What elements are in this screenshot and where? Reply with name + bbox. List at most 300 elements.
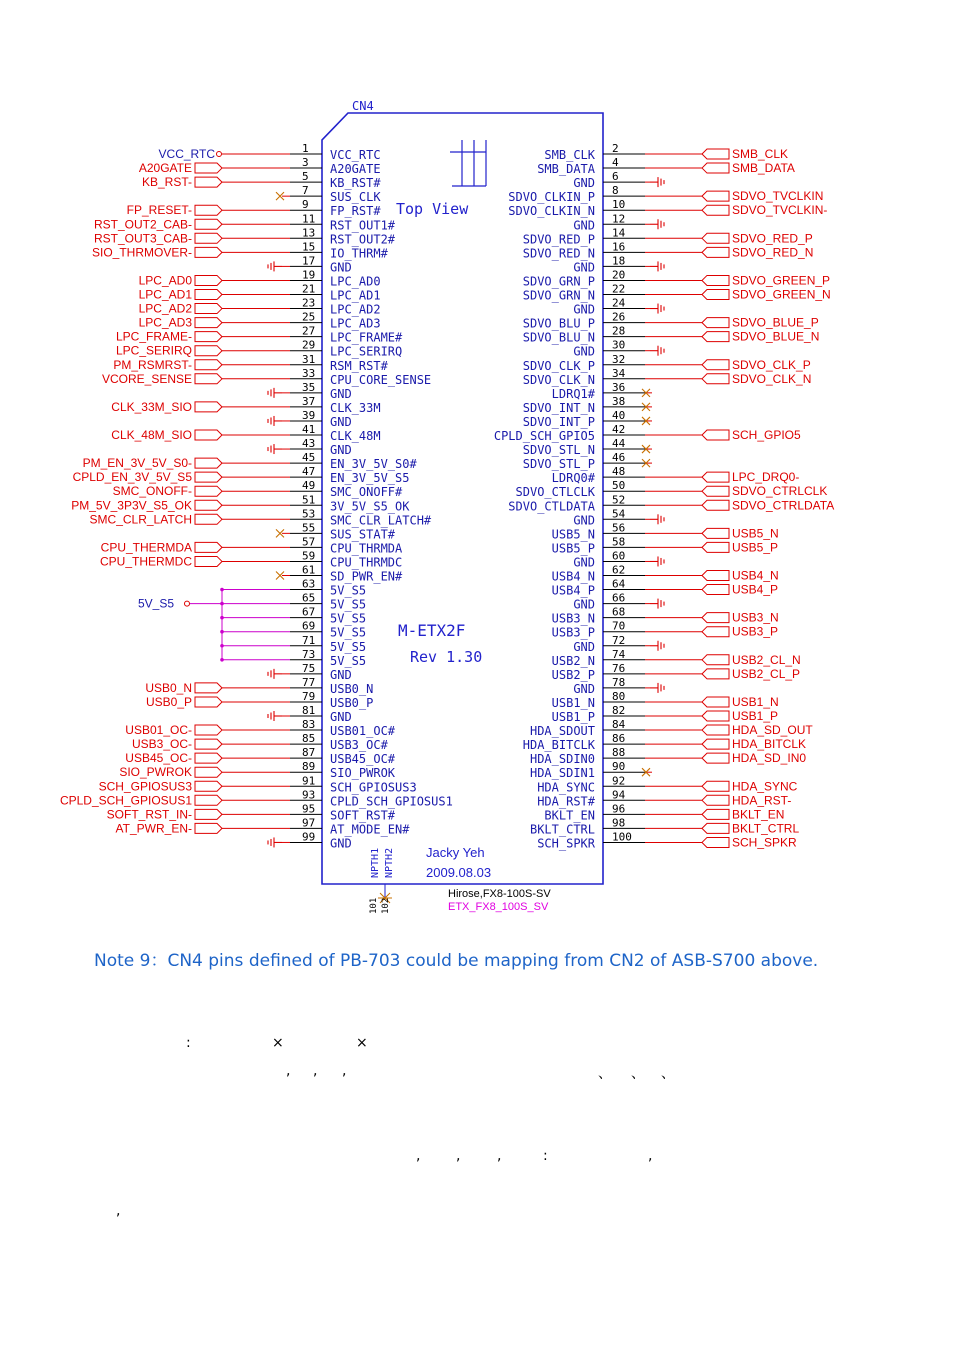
pin-number: 76 — [612, 661, 626, 675]
pin-name: SDVO_CLKIN_N — [508, 204, 595, 219]
pin-name: SDVO_BLU_N — [522, 330, 595, 345]
offpage-port — [702, 571, 729, 581]
offpage-port — [702, 837, 729, 847]
pin-number: 32 — [612, 352, 626, 366]
net-label: LPC_DRQ0- — [732, 470, 800, 485]
pin-name: EN_3V_5V_S0# — [330, 457, 417, 472]
pin-name: GND — [573, 555, 595, 570]
offpage-port — [195, 275, 222, 285]
stray-punctuation-mark: : — [186, 1035, 191, 1051]
pin-number: 67 — [302, 605, 316, 619]
offpage-port — [195, 304, 222, 314]
offpage-port — [195, 486, 222, 496]
pin-name: GND — [573, 681, 595, 696]
offpage-port — [702, 275, 729, 285]
net-label: PM_EN_3V_5V_S0- — [82, 456, 192, 471]
offpage-port — [195, 795, 222, 805]
net-label: USB5_P — [732, 540, 779, 555]
pin-name: GND — [573, 513, 595, 528]
pin-number: 45 — [302, 451, 316, 465]
top-view-label: Top View — [396, 200, 469, 218]
pin-number: 21 — [302, 282, 316, 296]
net-label: SCH_GPIO5 — [732, 428, 801, 442]
net-label: USB3_N — [732, 610, 779, 625]
pin-number: 35 — [302, 380, 316, 394]
net-label: CPLD_EN_3V_5V_S5 — [72, 470, 192, 485]
pin-number: 31 — [302, 352, 316, 366]
pin-name: SDVO_CTLDATA — [508, 499, 595, 514]
offpage-port — [702, 233, 729, 243]
stray-punctuation-mark: × — [356, 1035, 368, 1051]
pin-number: 30 — [612, 338, 626, 352]
net-label: SDVO_BLUE_N — [732, 329, 820, 344]
pin-number: 17 — [302, 254, 316, 268]
offpage-port — [195, 458, 222, 468]
net-label: USB4_N — [732, 568, 779, 583]
pin-number: 48 — [612, 465, 626, 479]
net-label: LPC_AD2 — [138, 301, 192, 316]
pin-number: 83 — [302, 718, 316, 732]
stray-punctuation-mark: 、 — [598, 1066, 612, 1082]
stray-punctuation-mark: 、 — [631, 1066, 645, 1082]
pin-number: 4 — [612, 156, 619, 170]
offpage-port — [702, 205, 729, 215]
pin-number: 75 — [302, 661, 316, 675]
net-label: PM_5V_3P3V_S5_OK — [71, 498, 192, 513]
pin-name: SDVO_STL_N — [522, 443, 595, 458]
pin-name: GND — [330, 386, 352, 401]
pin-number: 8 — [612, 184, 619, 198]
pin-number: 63 — [302, 577, 316, 591]
net-label: USB2_CL_P — [732, 666, 801, 681]
pin-name: SUS_CLK — [330, 190, 381, 205]
pin-name: 5V_S5 — [330, 611, 367, 626]
pin-name: GND — [573, 218, 595, 233]
net-label: USB1_N — [732, 694, 779, 709]
pin-name: USB0_P — [330, 695, 374, 710]
net-label: SOFT_RST_IN- — [106, 807, 192, 822]
pin-number: 1 — [302, 142, 309, 155]
pin-name: SCH_SPKR — [537, 836, 595, 851]
pin-name: LPC_AD0 — [330, 274, 381, 289]
pin-name: HDA_BITCLK — [522, 738, 595, 753]
offpage-port — [195, 290, 222, 300]
pin-number: 73 — [302, 647, 316, 661]
offpage-port — [702, 374, 729, 384]
offpage-port — [702, 247, 729, 257]
pin-number: 10 — [612, 198, 626, 212]
pin-name: GND — [573, 260, 595, 275]
net-label: USB3_P — [732, 624, 779, 639]
orientation-mark — [450, 140, 486, 186]
pin-number: 60 — [612, 549, 626, 563]
pin-name: USB2_N — [551, 653, 595, 668]
pin-number: 34 — [612, 366, 626, 380]
offpage-port — [702, 613, 729, 623]
pin-number: 57 — [302, 535, 316, 549]
pin-number: 55 — [302, 521, 316, 535]
offpage-port — [195, 739, 222, 749]
net-label: SDVO_CTRLCLK — [732, 484, 828, 499]
pin-number: 51 — [302, 493, 316, 507]
extra-pin-number: 102 — [381, 897, 391, 914]
pin-number: 91 — [302, 774, 316, 788]
pin-number: 5 — [302, 170, 309, 184]
offpage-port — [702, 430, 729, 440]
pin-number: 92 — [612, 774, 626, 788]
pin-name: 3V_5V_S5_OK — [330, 499, 410, 514]
gnd-symbol — [268, 711, 282, 721]
pin-number: 2 — [612, 142, 619, 155]
offpage-port — [702, 472, 729, 482]
manufacturer-part: Hirose,FX8-100S-SV — [448, 888, 551, 900]
pin-number: 16 — [612, 240, 626, 254]
pin-number: 28 — [612, 324, 626, 338]
pin-name: SDVO_GRN_N — [522, 288, 595, 303]
offpage-port — [195, 247, 222, 257]
net-label: SDVO_GREEN_P — [732, 273, 831, 288]
net-label: RST_OUT3_CAB- — [93, 231, 192, 246]
net-label: USB01_OC- — [125, 723, 192, 738]
gnd-symbol — [650, 599, 664, 609]
pin-name: EN_3V_5V_S5 — [330, 471, 410, 486]
net-label: LPC_AD1 — [138, 287, 192, 302]
pin-number: 64 — [612, 577, 626, 591]
pin-number: 22 — [612, 282, 626, 296]
pin-name: BKLT_EN — [544, 808, 595, 823]
net-label: USB3_OC- — [131, 737, 192, 752]
net-label: SCH_GPIOSUS3 — [98, 779, 192, 794]
net-label: HDA_SD_OUT — [732, 723, 813, 738]
pin-number: 86 — [612, 732, 626, 746]
gnd-symbol — [268, 669, 282, 679]
pin-name: USB2_P — [551, 667, 595, 682]
net-label: RST_OUT2_CAB- — [93, 217, 192, 232]
stray-punctuation-mark: , — [116, 1203, 121, 1219]
net-label: LPC_FRAME- — [115, 329, 192, 344]
pin-number: 23 — [302, 296, 316, 310]
offpage-port — [195, 360, 222, 370]
pin-number: 69 — [302, 619, 316, 633]
pin-wires — [185, 149, 730, 847]
stray-punctuation-mark: , — [456, 1148, 461, 1164]
gnd-symbol — [650, 304, 664, 314]
pin-name: USB5_N — [551, 527, 595, 542]
pin-number: 43 — [302, 437, 316, 451]
pin-name: HDA_RST# — [537, 794, 595, 809]
pin-number: 53 — [302, 507, 316, 521]
pin-number: 82 — [612, 704, 626, 717]
net-label: A20GATE — [138, 161, 192, 176]
pin-name: USB4_N — [551, 569, 595, 584]
pin-number: 41 — [302, 423, 316, 436]
offpage-port — [195, 781, 222, 791]
net-label: HDA_SYNC — [732, 779, 798, 794]
pin-number: 25 — [302, 310, 316, 324]
pin-name: HDA_SDIN1 — [529, 766, 595, 781]
pin-number: 77 — [302, 675, 316, 689]
pin-number: 12 — [612, 212, 626, 226]
revision-label: Rev 1.30 — [410, 648, 483, 666]
pin-number: 7 — [302, 184, 309, 198]
net-label: USB1_P — [732, 709, 779, 723]
net-label: 5V_S5 — [137, 596, 174, 611]
offpage-port — [195, 823, 222, 833]
npth-label: NPTH2 — [384, 847, 395, 878]
net-label: SMC_ONOFF- — [112, 484, 192, 499]
offpage-port — [702, 318, 729, 328]
net-label: CLK_33M_SIO — [111, 399, 192, 414]
net-label: LPC_SERIRQ — [115, 343, 192, 358]
pin-name: SDVO_BLU_P — [522, 316, 595, 331]
pin-number: 58 — [612, 535, 626, 549]
gnd-symbol — [268, 261, 282, 271]
pin-number: 52 — [612, 493, 626, 507]
pin-name: 5V_S5 — [330, 639, 367, 654]
pin-name: LPC_AD2 — [330, 302, 381, 317]
gnd-symbol — [650, 177, 664, 187]
pin-number: 81 — [302, 704, 316, 717]
pin-number: 50 — [612, 479, 626, 493]
pin-name: GND — [330, 260, 352, 275]
pin-name: GND — [573, 302, 595, 317]
pin-number: 65 — [302, 591, 316, 605]
pin-number: 95 — [302, 802, 316, 816]
net-label: HDA_SD_IN0 — [732, 751, 807, 766]
pin-number: 44 — [612, 437, 626, 451]
net-label: SDVO_CLK_N — [732, 371, 812, 386]
pin-name: USB45_OC# — [330, 752, 396, 767]
pin-number: 85 — [302, 732, 316, 746]
pin-number: 94 — [612, 788, 626, 802]
pin-number: 54 — [612, 507, 626, 521]
offpage-port — [195, 233, 222, 243]
pin-number: 29 — [302, 338, 316, 352]
pin-name: LPC_AD1 — [330, 288, 381, 303]
pin-name: SOFT_RST# — [330, 808, 396, 823]
offpage-port — [195, 402, 222, 412]
power-terminal — [185, 601, 190, 606]
pin-name: VCC_RTC — [330, 148, 381, 162]
pin-name: CPU_THRMDC — [330, 555, 403, 570]
pin-name: CPU_THRMDA — [330, 541, 403, 556]
offpage-port — [702, 697, 729, 707]
pin-name: RSM_RST# — [330, 358, 388, 373]
pin-name: SMB_DATA — [537, 162, 595, 177]
offpage-port — [702, 486, 729, 496]
pin-number: 72 — [612, 633, 626, 647]
pin-name: SDVO_INT_P — [522, 414, 595, 429]
net-label: HDA_RST- — [732, 793, 792, 808]
date-label: 2009.08.03 — [426, 865, 492, 880]
pin-name: GND — [573, 176, 595, 191]
pin-name: A20GATE — [330, 162, 381, 177]
net-label: USB0_N — [145, 680, 192, 695]
pin-name: LPC_FRAME# — [330, 330, 403, 345]
pin-number: 97 — [302, 816, 316, 830]
pin-number: 46 — [612, 451, 626, 465]
net-label: HDA_BITCLK — [732, 737, 807, 752]
pin-number: 3 — [302, 156, 309, 170]
net-label: SDVO_CLK_P — [732, 357, 811, 372]
gnd-symbol — [650, 683, 664, 693]
pin-number: 36 — [612, 380, 626, 394]
pin-name: LDRQ1# — [551, 386, 595, 401]
pin-name: HDA_SDOUT — [529, 724, 595, 739]
offpage-port — [702, 809, 729, 819]
pin-number: 87 — [302, 746, 316, 760]
offpage-port — [702, 823, 729, 833]
pin-name: LPC_SERIRQ — [330, 344, 403, 359]
pin-number: 66 — [612, 591, 626, 605]
pin-name: SDVO_RED_P — [522, 232, 595, 247]
pin-number: 99 — [302, 830, 316, 844]
offpage-port — [702, 290, 729, 300]
pin-number: 24 — [612, 296, 626, 310]
stray-punctuation-mark: , — [416, 1148, 421, 1164]
pin-name: SDVO_RED_N — [522, 246, 595, 261]
pin-number: 70 — [612, 619, 626, 633]
offpage-port — [195, 374, 222, 384]
offpage-port — [195, 346, 222, 356]
offpage-port — [702, 191, 729, 201]
pin-name: GND — [330, 667, 352, 682]
net-label: SMC_CLR_LATCH — [89, 512, 192, 527]
pin-name: RST_OUT2# — [330, 232, 396, 247]
pin-number: 14 — [612, 226, 626, 240]
offpage-port — [702, 711, 729, 721]
offpage-port — [195, 809, 222, 819]
pin-name: SD_PWR_EN# — [330, 569, 403, 584]
pin-number: 80 — [612, 689, 626, 703]
net-label: SDVO_TVCLKIN — [732, 189, 824, 204]
offpage-port — [195, 767, 222, 777]
pin-name: RST_OUT1# — [330, 218, 396, 233]
pin-number: 13 — [302, 226, 316, 240]
offpage-port — [195, 177, 222, 187]
stray-punctuation-mark: 、 — [661, 1066, 675, 1082]
gnd-symbol — [268, 388, 282, 398]
gnd-symbol — [650, 219, 664, 229]
pin-name: GND — [330, 443, 352, 458]
net-label: CPU_THERMDA — [100, 540, 192, 555]
part-name: M-ETX2F — [398, 621, 466, 640]
pin-number: 79 — [302, 689, 316, 703]
pin-number: 88 — [612, 746, 626, 760]
pin-name: CPLD_SCH_GPIO5 — [493, 429, 595, 443]
offpage-port — [702, 781, 729, 791]
stray-punctuation-mark: , — [497, 1148, 502, 1164]
pin-name: SDVO_CLKIN_P — [508, 190, 595, 205]
net-label: SDVO_CTRLDATA — [732, 498, 835, 513]
offpage-port — [195, 332, 222, 342]
offpage-port — [195, 500, 222, 510]
pin-name: HDA_SDIN0 — [529, 752, 595, 767]
pin-name: SDVO_GRN_P — [522, 274, 595, 289]
pin-number: 74 — [612, 647, 626, 661]
gnd-symbol — [268, 837, 282, 847]
net-label: USB45_OC- — [125, 751, 192, 766]
gnd-symbol — [650, 346, 664, 356]
pin-name: KB_RST# — [330, 176, 381, 191]
pin-number: 49 — [302, 479, 316, 493]
offpage-port — [195, 542, 222, 552]
stray-punctuation-mark: , — [286, 1063, 291, 1079]
net-label: SDVO_BLUE_P — [732, 315, 819, 330]
pin-number: 33 — [302, 366, 316, 380]
gnd-symbol — [268, 444, 282, 454]
net-label: AT_PWR_EN- — [115, 821, 192, 836]
pin-name: USB5_P — [551, 541, 595, 556]
offpage-port — [195, 205, 222, 215]
net-label: SCH_SPKR — [732, 835, 797, 850]
pin-name: USB3_N — [551, 611, 595, 626]
net-label: USB2_CL_N — [732, 652, 801, 667]
pin-name: USB4_P — [551, 583, 595, 598]
pin-name: CPLD_SCH_GPIOSUS1 — [330, 794, 453, 809]
pin-number: 78 — [612, 675, 626, 689]
gnd-symbol — [650, 556, 664, 566]
pin-number: 38 — [612, 394, 626, 408]
pin-name: LDRQ0# — [551, 471, 595, 486]
pin-name: LPC_AD3 — [330, 316, 381, 331]
stray-punctuation-mark: , — [342, 1063, 347, 1079]
offpage-port — [195, 219, 222, 229]
offpage-port — [195, 697, 222, 707]
offpage-port — [702, 149, 729, 159]
footprint-label: ETX_FX8_100S_SV — [448, 901, 549, 913]
gnd-symbol — [650, 641, 664, 651]
offpage-port — [195, 556, 222, 566]
gnd-symbol — [650, 514, 664, 524]
pin-number: 26 — [612, 310, 626, 324]
pin-name: SCH_GPIOSUS3 — [330, 780, 417, 795]
pin-name: SDVO_STL_P — [522, 457, 595, 472]
gnd-symbol — [650, 261, 664, 271]
pin-name: BKLT_CTRL — [529, 822, 595, 837]
offpage-port — [702, 332, 729, 342]
pin-number: 27 — [302, 324, 316, 338]
pin-name: GND — [573, 639, 595, 654]
pin-name: SDVO_INT_N — [522, 400, 595, 415]
pin-number: 89 — [302, 760, 316, 774]
pin-number: 84 — [612, 718, 626, 732]
offpage-port — [195, 430, 222, 440]
pin-name: GND — [573, 597, 595, 612]
connector-ref: CN4 — [352, 99, 374, 113]
pin-name: AT_MODE_EN# — [330, 822, 410, 837]
offpage-port — [702, 725, 729, 735]
pin-number: 18 — [612, 254, 626, 268]
pin-number: 39 — [302, 408, 316, 422]
pin-number: 56 — [612, 521, 626, 535]
net-label: SIO_THRMOVER- — [91, 245, 192, 260]
pin-name: FP_RST# — [330, 204, 381, 219]
offpage-port — [702, 585, 729, 595]
net-label: VCC_RTC — [158, 147, 215, 161]
pin-name: CPU_CORE_SENSE — [330, 372, 432, 387]
net-label: FP_RESET- — [126, 203, 192, 218]
offpage-port — [702, 655, 729, 665]
offpage-port — [195, 753, 222, 763]
pin-name: USB1_P — [551, 710, 595, 724]
offpage-port — [195, 514, 222, 524]
power-terminal — [217, 152, 222, 157]
pin-name: USB3_OC# — [330, 738, 388, 753]
net-label: BKLT_EN — [732, 807, 785, 822]
offpage-port — [195, 472, 222, 482]
offpage-port — [702, 669, 729, 679]
